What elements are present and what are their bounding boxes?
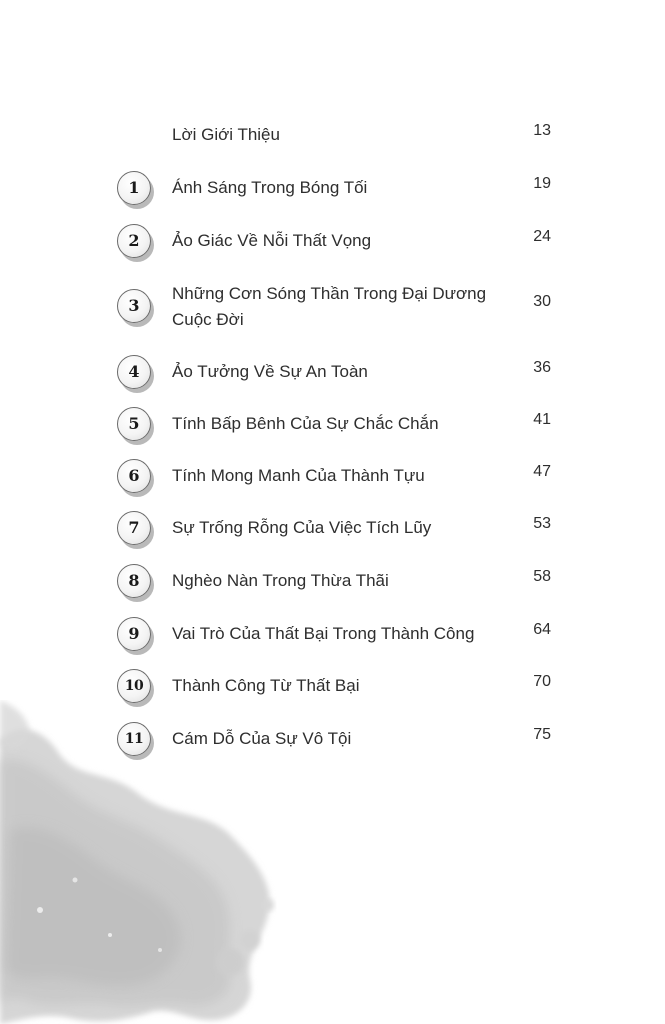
entry-title: Lời Giới Thiệu	[172, 125, 280, 144]
chapter-number-badge: 7	[117, 511, 151, 545]
entry-title: Ánh Sáng Trong Bóng Tối	[172, 178, 368, 197]
entry-title: Ảo Tưởng Về Sự An Toàn	[172, 362, 368, 381]
entry-page-number: 75	[533, 726, 551, 743]
chapter-number-badge: 1	[117, 171, 151, 205]
chapter-number-badge: 10	[117, 669, 151, 703]
entry-title: Nghèo Nàn Trong Thừa Thãi	[172, 571, 389, 590]
entry-page-number: 13	[533, 122, 551, 139]
entry-page-number: 64	[533, 621, 551, 638]
entry-page-number: 36	[533, 359, 551, 376]
chapter-number-badge: 3	[117, 289, 151, 323]
entry-page-number: 19	[533, 175, 551, 192]
entry-page-number: 30	[533, 293, 551, 310]
entry-title: Vai Trò Của Thất Bại Trong Thành Công	[172, 624, 475, 643]
chapter-number-badge: 9	[117, 617, 151, 651]
entry-page-number: 58	[533, 568, 551, 585]
entry-page-number: 70	[533, 673, 551, 690]
entry-title: Cám Dỗ Của Sự Vô Tội	[172, 729, 352, 748]
chapter-number-badge: 4	[117, 355, 151, 389]
chapter-number-badge: 5	[117, 407, 151, 441]
entry-page-number: 41	[533, 411, 551, 428]
entry-title: Ảo Giác Về Nỗi Thất Vọng	[172, 231, 372, 250]
entry-title: Những Cơn Sóng Thần Trong Đại Dương Cuộc Đời	[172, 284, 487, 329]
entry-title: Thành Công Từ Thất Bại	[172, 676, 360, 695]
entry-page-number: 53	[533, 515, 551, 532]
entry-title: Sự Trống Rỗng Của Việc Tích Lũy	[172, 518, 432, 537]
chapter-number-badge: 6	[117, 459, 151, 493]
chapter-number-badge: 11	[117, 722, 151, 756]
entry-page-number: 24	[533, 228, 551, 245]
entry-title: Tính Bấp Bênh Của Sự Chắc Chắn	[172, 414, 439, 433]
entry-page-number: 47	[533, 463, 551, 480]
chapter-number-badge: 8	[117, 564, 151, 598]
chapter-number-badge: 2	[117, 224, 151, 258]
entry-title: Tính Mong Manh Của Thành Tựu	[172, 466, 425, 485]
